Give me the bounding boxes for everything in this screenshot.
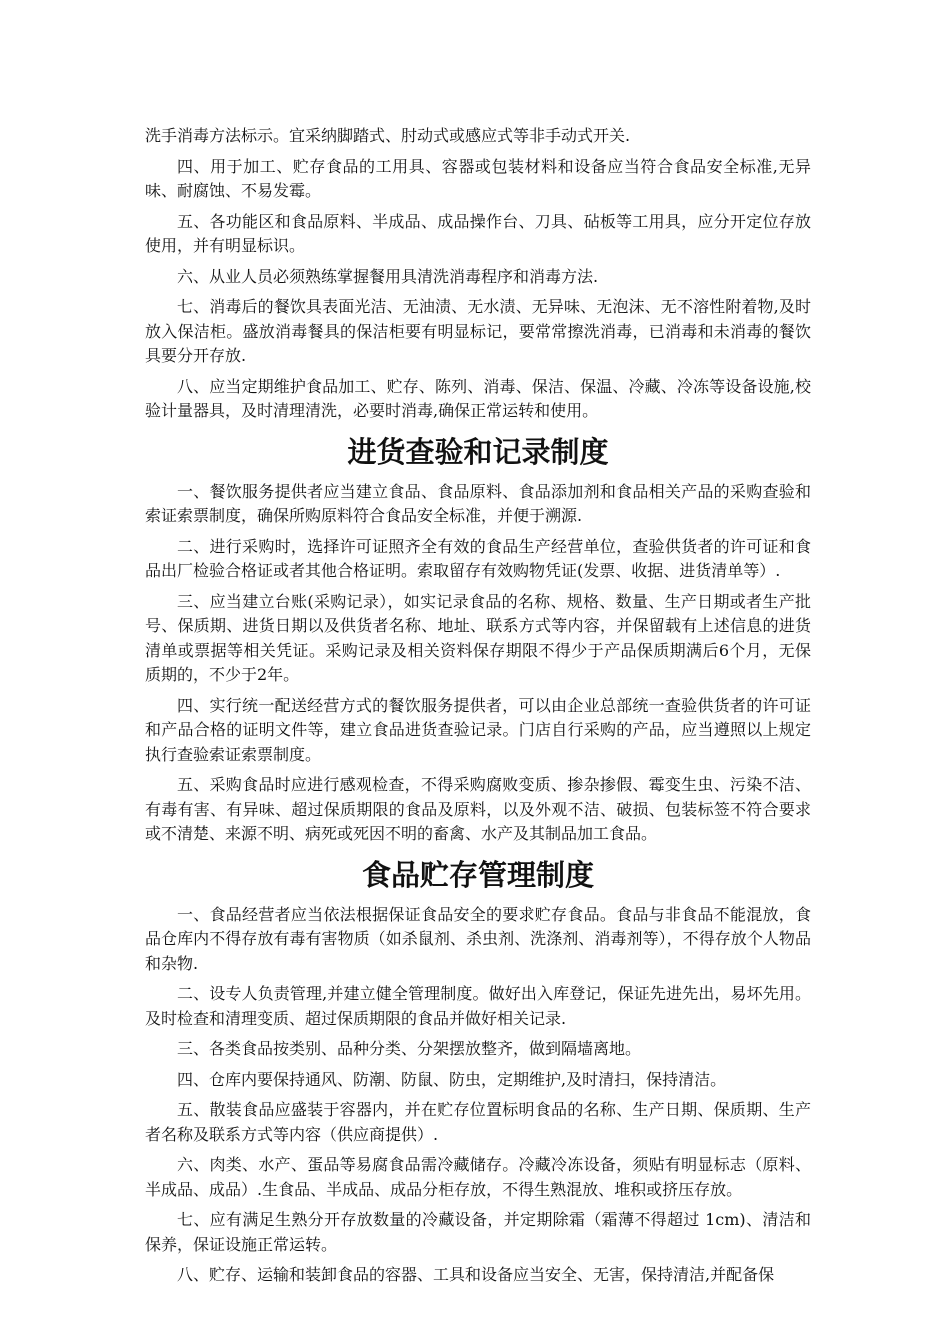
document-page [145, 124, 811, 1294]
paragraph-item-2: 二、进行采购时，选择许可证照齐全有效的食品生产经营单位，查验供货者的许可证和食品出厂检验合格证或者其他合格证明。索取留存有效购物凭证(发票、收据、进货清单等）. [145, 536, 811, 580]
paragraph-item-6: 六、肉类、水产、蛋品等易腐食品需冷藏储存。冷藏冷冻设备，须贴有明显标志（原料、半成品、成品）.生食品、半成品、成品分柜存放，不得生熟混放、堆积或挤压存放。 [145, 1155, 811, 1199]
paragraph-item-4: 四、仓库内要保持通风、防潮、防鼠、防虫，定期维护,及时清扫，保持清洁。 [177, 1069, 727, 1089]
paragraph-continuation: 洗手消毒方法标示。宜采纳脚踏式、肘动式或感应式等非手动式开关. [145, 126, 631, 145]
paragraph-item-1: 一、食品经营者应当依法根据保证食品安全的要求贮存食品。食品与非食品不能混放，食品仓库内不得存放有毒有害物质（如杀鼠剂、杀虫剂、洗涤剂、消毒剂等），不得存放个人物品和杂物. [145, 904, 811, 973]
paragraph-item-7: 七、消毒后的餐饮具表面光洁、无油渍、无水渍、无异味、无泡沫、无不溶性附着物,及时放入保洁柜。盛放消毒餐具的保洁柜要有明显标记，要常常擦洗消毒，已消毒和未消毒的餐饮具要分开存放. [145, 297, 811, 365]
paragraph-item-3: 三、各类食品按类别、品种分类、分架摆放整齐，做到隔墙离地。 [177, 1039, 642, 1058]
section-title-purchase-inspection: 进货查验和记录制度 [347, 434, 609, 469]
paragraph-item-5: 五、采购食品时应进行感观检查，不得采购腐败变质、掺杂掺假、霉变生虫、污染不洁、有毒有害、有异味、超过保质期限的食品及原料，以及外观不洁、破损、包装标签不符合要求或不清楚、来源不明、病死或死因不明的畜禽、水产及其制品加工食品。 [145, 775, 811, 843]
paragraph-item-4: 四、实行统一配送经营方式的餐饮服务提供者，可以由企业总部统一查验供货者的许可证和产品合格的证明文件等，建立食品进货查验记录。门店自行采购的产品，应当遵照以上规定执行查验索证索票制度。 [145, 695, 811, 764]
paragraph-item-1: 一、餐饮服务提供者应当建立食品、食品原料、食品添加剂和食品相关产品的采购查验和索证索票制度，确保所购原料符合食品安全标准，并便于溯源. [145, 481, 811, 525]
paragraph-item-8: 八、应当定期维护食品加工、贮存、陈列、消毒、保洁、保温、冷藏、冷冻等设备设施,校验计量器具，及时清理清洗，必要时消毒,确保正常运转和使用。 [145, 376, 811, 420]
paragraph-item-3: 三、应当建立台账(采购记录），如实记录食品的名称、规格、数量、生产日期或者生产批号、保质期、进货日期以及供货者名称、地址、联系方式等内容，并保留载有上述信息的进货清单或票据等相关凭证。采购记录及相关资料保存期限不得少于产品保质期满后6个月，无保质期的，不少于2年。 [145, 591, 811, 684]
paragraph-item-4: 四、用于加工、贮存食品的工用具、容器或包装材料和设备应当符合食品安全标准,无异味、耐腐蚀、不易发霉。 [145, 156, 811, 200]
paragraph-item-7: 七、应有满足生熟分开存放数量的冷藏设备，并定期除霜（霜薄不得超过 1cm)、清洁和保养，保证设施正常运转。 [145, 1210, 811, 1254]
paragraph-item-2: 二、设专人负责管理,并建立健全管理制度。做好出入库登记，保证先进先出，易坏先用。及时检查和清理变质、超过保质期限的食品并做好相关记录. [145, 984, 811, 1028]
paragraph-item-5: 五、散装食品应盛装于容器内，并在贮存位置标明食品的名称、生产日期、保质期、生产者名称及联系方式等内容（供应商提供）. [145, 1100, 811, 1144]
paragraph-item-5: 五、各功能区和食品原料、半成品、成品操作台、刀具、砧板等工用具，应分开定位存放使用，并有明显标识。 [145, 211, 811, 255]
paragraph-item-8: 八、贮存、运输和装卸食品的容器、工具和设备应当安全、无害，保持清洁,并配备保 [177, 1265, 775, 1284]
paragraph-item-6: 六、从业人员必须熟练掌握餐用具清洗消毒程序和消毒方法. [177, 266, 599, 286]
section-title-food-storage: 食品贮存管理制度 [361, 857, 594, 892]
